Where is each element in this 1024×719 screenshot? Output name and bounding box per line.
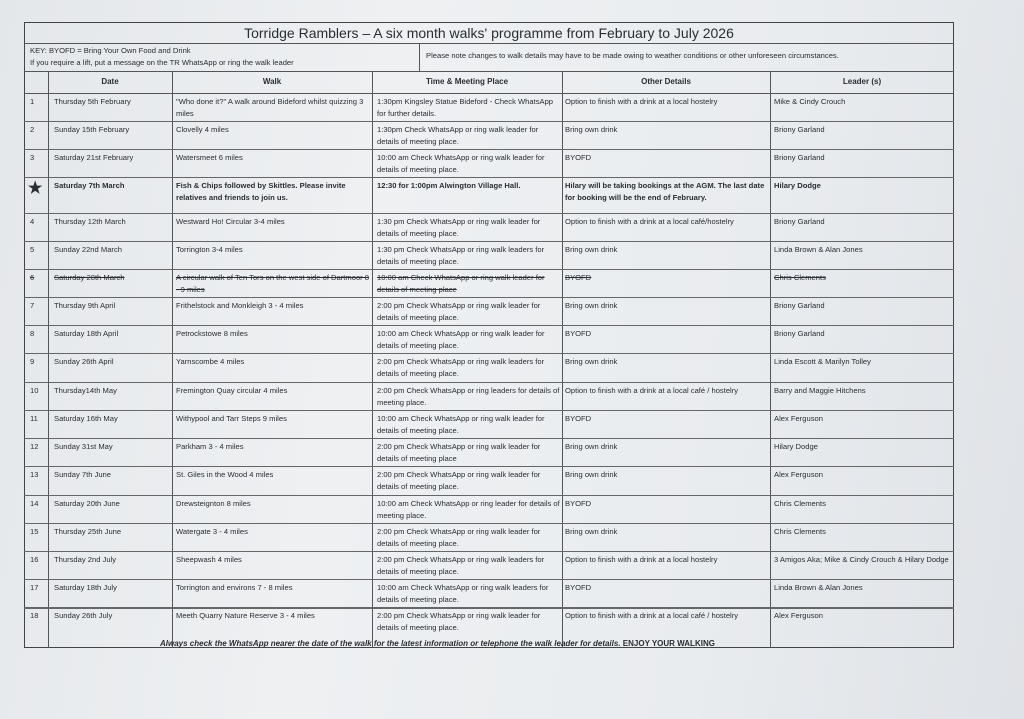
row-number: 9 [30, 357, 35, 366]
row-time: 10:00 am Check WhatsApp or ring walk leaders for details of meeting place. [377, 583, 549, 604]
row-number: 16 [30, 555, 39, 564]
header-other: Other Details [562, 72, 770, 94]
row-date: Sunday 7th June [54, 470, 111, 479]
row-time: 12:30 for 1:00pm Alwington Village Hall. [377, 181, 521, 190]
row-walk: Meeth Quarry Nature Reserve 3 - 4 miles [176, 611, 315, 620]
row-number: 3 [30, 153, 35, 162]
footer-text: Always check the WhatsApp nearer the date of the walk for the latest information or telephone the walk leader for details. [160, 639, 621, 648]
table-row [24, 383, 954, 411]
row-walk: Watersmeet 6 miles [176, 153, 243, 162]
row-number: 5 [30, 245, 35, 254]
row-date: Saturday 20th June [54, 499, 120, 508]
note-box: Please note changes to walk details may have to be made owing to weather conditions or other unforeseen circumstances. [420, 44, 954, 72]
row-time: 10:00 am Check WhatsApp or ring walk leader for details of meeting place. [377, 414, 545, 435]
row-walk: "Who done it?" A walk around Bideford whilst quizzing 3 miles [176, 97, 364, 118]
row-walk: Torrington 3-4 miles [176, 245, 243, 254]
table-row [24, 242, 954, 270]
row-walk: Watergate 3 - 4 miles [176, 527, 248, 536]
header-num [24, 72, 48, 94]
row-other: BYOFD [565, 273, 592, 282]
row-other: Bring own drink [565, 125, 618, 134]
key-line-1: KEY: BYOFD = Bring Your Own Food and Drink [30, 46, 191, 55]
row-date: Sunday 22nd March [54, 245, 122, 254]
row-leader: Alex Ferguson [774, 414, 823, 423]
row-leader: Linda Brown & Alan Jones [774, 245, 863, 254]
table-row [24, 552, 954, 580]
page-title: Torridge Ramblers – A six month walks' programme from February to July 2026 [24, 22, 954, 44]
row-walk: Sheepwash 4 miles [176, 555, 242, 564]
row-leader: Alex Ferguson [774, 611, 823, 620]
row-date: Saturday 28th March [54, 273, 125, 282]
row-other: Option to finish with a drink at a local hostelry [565, 555, 718, 564]
row-other: Option to finish with a drink at a local café/hostelry [565, 217, 734, 226]
row-leader: Linda Brown & Alan Jones [774, 583, 863, 592]
row-date: Thursday14th May [54, 386, 117, 395]
row-date: Thursday 2nd July [54, 555, 117, 564]
row-other: Option to finish with a drink at a local café / hostelry [565, 386, 739, 395]
row-leader: Chris Clements [774, 499, 826, 508]
row-other: Option to finish with a drink at a local hostelry [565, 97, 718, 106]
row-number: 8 [30, 329, 35, 338]
row-time: 10:00 am Check WhatsApp or ring walk leader for details of meeting place [377, 273, 545, 294]
row-leader: Briony Garland [774, 329, 825, 338]
table-row [24, 354, 954, 383]
row-date: Sunday 15th February [54, 125, 130, 134]
table-row [24, 608, 954, 632]
row-number: 12 [30, 442, 39, 451]
row-walk: Parkham 3 - 4 miles [176, 442, 244, 451]
row-leader: Linda Escott & Marilyn Tolley [774, 357, 871, 366]
row-time: 1:30 pm Check WhatsApp or ring walk leader for details of meeting place. [377, 217, 541, 238]
row-number: 15 [30, 527, 39, 536]
row-time: 2:00 pm Check WhatsApp or ring walk leaders for details of meeting place. [377, 357, 545, 378]
footer-note [160, 639, 715, 648]
row-time: 2:00 pm Check WhatsApp or ring walk leader for details of meeting place. [377, 301, 541, 322]
table-row [24, 214, 954, 242]
table-row [24, 467, 954, 496]
row-number: 11 [30, 414, 38, 423]
row-number: 17 [30, 583, 39, 592]
row-walk: Fremington Quay circular 4 miles [176, 386, 288, 395]
row-leader: Barry and Maggie Hitchens [774, 386, 866, 395]
row-walk: A circular walk of Ten Tors on the west side of Dartmoor 8 - 9 miles [176, 273, 370, 294]
row-number: 7 [30, 301, 35, 310]
table-row [24, 270, 954, 298]
row-time: 10:00 am Check WhatsApp or ring walk leader for details of meeting place. [377, 153, 545, 174]
row-number: 6 [30, 273, 35, 282]
row-date: Saturday 21st February [54, 153, 134, 162]
row-time: 1:30 pm Check WhatsApp or ring walk leaders for details of meeting place. [377, 245, 545, 266]
row-other: BYOFD [565, 414, 592, 423]
row-walk: Torrington and environs 7 - 8 miles [176, 583, 293, 592]
row-leader: 3 Amigos Aka; Mike & Cindy Crouch & Hilary Dodge [774, 555, 949, 564]
row-walk: Clovelly 4 miles [176, 125, 229, 134]
row-other: Option to finish with a drink at a local café / hostelry [565, 611, 739, 620]
key-box [24, 44, 420, 72]
table-row [24, 411, 954, 439]
row-date: Sunday 26th April [54, 357, 114, 366]
row-leader: Hilary Dodge [774, 181, 821, 190]
row-date: Thursday 12th March [54, 217, 126, 226]
row-number: 4 [30, 217, 35, 226]
row-other: BYOFD [565, 329, 592, 338]
header-date: Date [48, 72, 172, 94]
row-date: Thursday 5th February [54, 97, 131, 106]
row-time: 2:00 pm Check WhatsApp or ring walk leader for details of meeting place. [377, 527, 541, 548]
row-walk: St. Giles in the Wood 4 miles [176, 470, 274, 479]
table-row [24, 326, 954, 354]
row-other: Hilary will be taking bookings at the AGM. The last date for booking will be the end of February. [565, 181, 765, 202]
row-time: 10:00 am Check WhatsApp or ring walk leader for details of meeting place. [377, 329, 545, 350]
row-other: Bring own drink [565, 442, 618, 451]
table-row [24, 496, 954, 524]
row-leader: Briony Garland [774, 301, 825, 310]
table-row [24, 178, 954, 214]
table-row [24, 122, 954, 150]
row-leader: Alex Ferguson [774, 470, 823, 479]
row-walk: Petrockstowe 8 miles [176, 329, 248, 338]
row-number: 10 [30, 386, 39, 395]
row-other: Bring own drink [565, 245, 618, 254]
star-icon: ★ [28, 180, 43, 197]
row-date: Saturday 7th March [54, 181, 125, 190]
row-date: Thursday 25th June [54, 527, 122, 536]
row-number: 1 [30, 97, 35, 106]
row-walk: Withypool and Tarr Steps 9 miles [176, 414, 287, 423]
row-date: Thursday 9th April [54, 301, 116, 310]
row-date: Saturday 18th April [54, 329, 119, 338]
row-walk: Yarnscombe 4 miles [176, 357, 245, 366]
row-walk: Frithelstock and Monkleigh 3 - 4 miles [176, 301, 304, 310]
header-walk: Walk [172, 72, 372, 94]
row-time: 2:00 pm Check WhatsApp or ring walk leader for details of meeting place. [377, 470, 541, 491]
row-number: 18 [30, 611, 39, 620]
row-leader: Chris Clements [774, 527, 826, 536]
row-other: BYOFD [565, 153, 592, 162]
row-other: Bring own drink [565, 527, 618, 536]
row-date: Saturday 16th May [54, 414, 118, 423]
row-other: BYOFD [565, 499, 592, 508]
row-leader: Hilary Dodge [774, 442, 818, 451]
row-leader: Briony Garland [774, 125, 825, 134]
row-time: 2:00 pm Check WhatsApp or ring walk leader for details of meeting place [377, 442, 541, 463]
row-time: 1:30pm Kingsley Statue Bideford - Check WhatsApp for further details. [377, 97, 554, 118]
row-walk: Drewsteignton 8 miles [176, 499, 251, 508]
row-walk: Fish & Chips followed by Skittles. Please invite relatives and friends to join us. [176, 181, 346, 202]
table-row [24, 150, 954, 178]
row-time: 10:00 am Check WhatsApp or ring leader for details of meeting place. [377, 499, 560, 520]
row-other: Bring own drink [565, 470, 618, 479]
row-number: 13 [30, 470, 39, 479]
key-line-2: If you require a lift, put a message on the TR WhatsApp or ring the walk leader [30, 58, 294, 67]
row-date: Sunday 31st May [54, 442, 113, 451]
footer-tail: ENJOY YOUR WALKING [622, 639, 715, 648]
table-row [24, 298, 954, 326]
row-other: BYOFD [565, 583, 592, 592]
row-time: 2:00 pm Check WhatsApp or ring leaders for details of meeting place. [377, 386, 560, 407]
row-time: 1:30pm Check WhatsApp or ring walk leader for details of meeting place. [377, 125, 539, 146]
row-date: Sunday 26th July [54, 611, 113, 620]
table-row [24, 524, 954, 552]
row-other: Bring own drink [565, 357, 618, 366]
row-number: 14 [30, 499, 39, 508]
row-leader: Briony Garland [774, 153, 825, 162]
header-time: Time & Meeting Place [372, 72, 562, 94]
row-other: Bring own drink [565, 301, 618, 310]
row-leader: Mike & Cindy Crouch [774, 97, 846, 106]
row-time: 2:00 pm Check WhatsApp or ring walk leaders for details of meeting place. [377, 555, 545, 576]
table-row [24, 580, 954, 608]
row-leader: Chris Clements [774, 273, 826, 282]
row-leader: Briony Garland [774, 217, 825, 226]
header-leader: Leader (s) [770, 72, 954, 94]
table-row [24, 439, 954, 467]
row-time: 2:00 pm Check WhatsApp or ring walk leader for details of meeting place. [377, 611, 541, 632]
row-walk: Westward Ho! Circular 3-4 miles [176, 217, 285, 226]
row-date: Saturday 18th July [54, 583, 117, 592]
table-row [24, 94, 954, 122]
row-number: 2 [30, 125, 35, 134]
